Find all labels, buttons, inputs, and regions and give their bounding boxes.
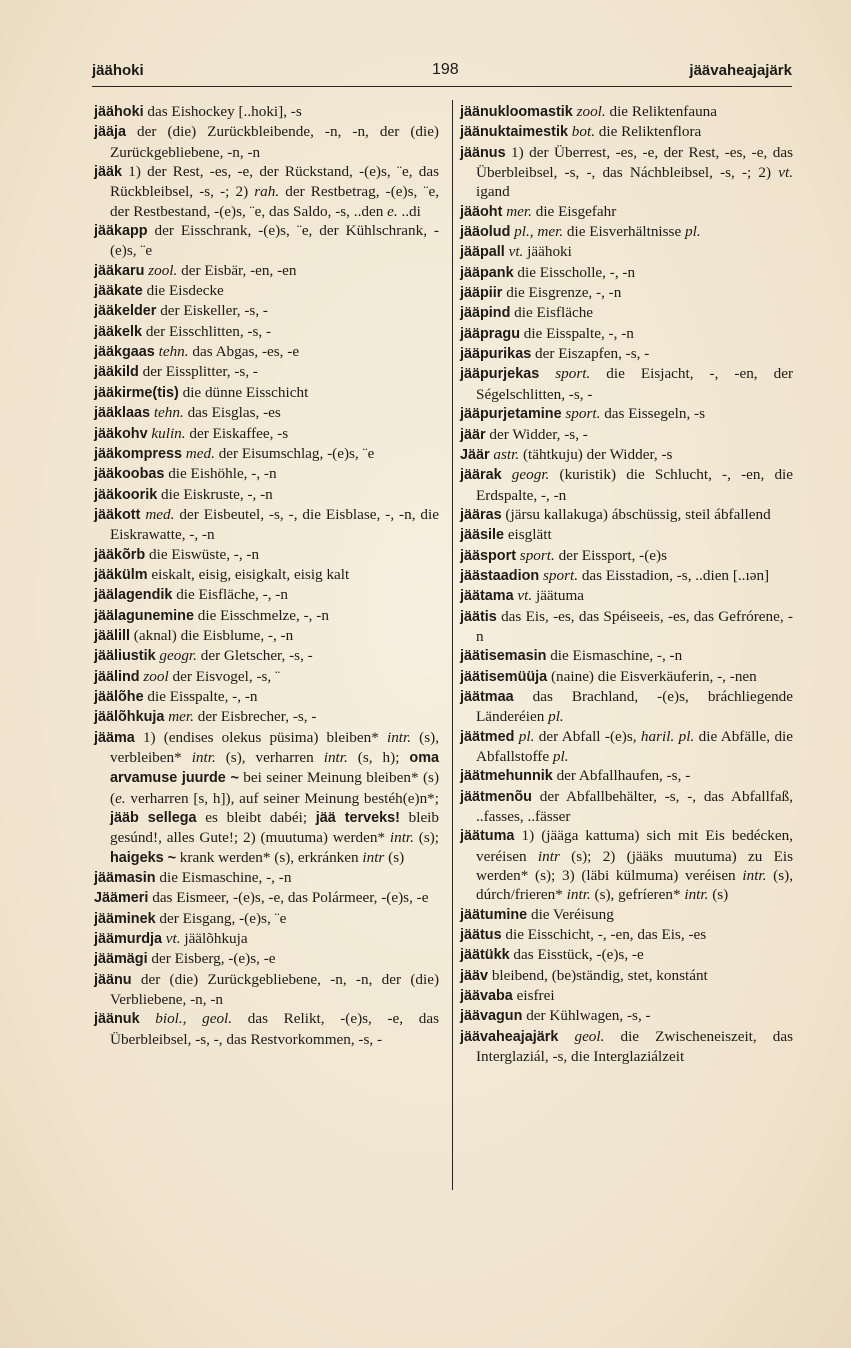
dictionary-entry xyxy=(94,949,439,969)
entry-text: der Eisbeutel, -s, -, die Eisblase, -, -n, die Eiskrawatte, -, -n xyxy=(110,505,439,544)
entry-text: die Eiswüste, -, -n xyxy=(145,545,260,563)
entry-text: der Widder, -s, - xyxy=(485,425,588,443)
entry-headword: jäätmenõu xyxy=(460,788,532,805)
dictionary-entry xyxy=(460,283,793,303)
entry-label: sport. xyxy=(519,546,555,564)
dictionary-entry xyxy=(94,545,439,565)
entry-headword: jäätus xyxy=(460,927,502,944)
entry-headword: jäätama xyxy=(460,588,514,605)
dictionary-entry xyxy=(94,485,439,505)
entry-text: 1) (endises olekus püsima) bleiben* xyxy=(134,728,387,746)
entry-text: der Eisschrank, -(e)s, ¨e, der Kühlschrank, -(e)s, ¨e xyxy=(110,222,439,260)
dictionary-entry xyxy=(460,687,793,727)
entry-text: die Veréisung xyxy=(527,905,614,923)
entry-headword: jäälind xyxy=(94,668,140,685)
entry-text: der Eiszapfen, -s, - xyxy=(531,345,650,363)
entry-text: der Eisschlitten, -s, - xyxy=(142,322,272,340)
entry-headword: jäävaba xyxy=(460,988,513,1005)
entry-label: e. xyxy=(115,789,126,807)
entry-text: die Eisfläche xyxy=(510,304,594,322)
dictionary-entry xyxy=(460,122,793,142)
entry-text: das Relikt, -(e)s, -e, das Überbleibsel, -s, -, das Restvorkommen, -s, - xyxy=(110,1010,439,1048)
right-column xyxy=(460,102,793,1067)
entry-label: zool. xyxy=(148,261,178,279)
entry-text: (s) xyxy=(708,886,729,904)
entry-headword: jääja xyxy=(94,124,127,141)
entry-headword: jäärak xyxy=(460,467,502,484)
entry-headword: jääpall xyxy=(460,244,505,261)
entry-headword: jäästaadion xyxy=(460,567,540,584)
column-divider xyxy=(452,100,453,1190)
entry-label: e. xyxy=(387,202,398,220)
entry-headword: jääpurjekas xyxy=(460,366,540,383)
entry-text: die Eisgefahr xyxy=(531,202,617,220)
entry-text: die Eismaschine, -, -n xyxy=(155,869,292,887)
dictionary-entry xyxy=(94,868,439,888)
entry-text: die Zwischeneiszeit, das Interglaziál, -s, die Interglaziálzeit xyxy=(476,1027,793,1066)
entry-headword: jääpank xyxy=(460,264,514,281)
entry-text xyxy=(539,365,555,382)
entry-headword: jääliustik xyxy=(94,648,156,665)
entry-text: das Abgas, -es, -e xyxy=(188,343,300,361)
dictionary-entry xyxy=(460,667,793,687)
entry-text: eiskalt, eisig, eisigkalt, eisig kalt xyxy=(147,565,350,583)
entry-text: die Eisschicht, -, -en, das Eis, -es xyxy=(501,926,707,944)
entry-text: (s) xyxy=(384,848,405,866)
dictionary-entry xyxy=(460,303,793,323)
entry-text: es bleibt dabéi; xyxy=(196,809,316,827)
entry-headword: jäär xyxy=(460,426,486,443)
dictionary-entry xyxy=(460,202,793,222)
entry-label: zool. xyxy=(576,103,606,120)
entry-text: bleibend, (be)ständig, stet, konstánt xyxy=(488,966,708,984)
entry-text: die Eisgrenze, -, -n xyxy=(502,284,622,302)
dictionary-entry xyxy=(460,945,793,965)
entry-headword: jääv xyxy=(460,967,489,984)
dictionary-entry xyxy=(94,383,439,403)
left-column xyxy=(94,102,439,1049)
entry-headword: jääkapp xyxy=(94,223,148,240)
entry-label: biol., geol. xyxy=(155,1010,233,1028)
dictionary-entry xyxy=(460,324,793,344)
entry-text: bei seiner Meinung bleiben* (s) ( xyxy=(110,769,440,807)
entry-label: vt. xyxy=(778,164,793,182)
entry-text: (s, h); xyxy=(347,749,410,766)
dictionary-entry xyxy=(94,646,439,666)
dictionary-entry xyxy=(94,122,439,162)
dictionary-entry xyxy=(94,606,439,626)
entry-label: pl. xyxy=(518,727,535,745)
dictionary-entry xyxy=(460,566,793,586)
dictionary-entry xyxy=(94,1009,439,1049)
entry-headword: jääklaas xyxy=(94,405,151,422)
entry-text: die Eisverhältnisse xyxy=(563,223,686,241)
dictionary-entry xyxy=(460,425,793,445)
entry-headword: jääkohv xyxy=(94,425,148,442)
entry-headword: jäätis xyxy=(460,608,497,625)
entry-label: intr. xyxy=(386,728,412,746)
dictionary-entry xyxy=(94,909,439,929)
entry-text: der (die) Zurückgebliebene, -n, -n, der (die) Verbliebene, -n, -n xyxy=(110,970,439,1009)
entry-text: der Kühlwagen, -s, - xyxy=(522,1007,651,1025)
entry-label: intr. xyxy=(684,886,709,904)
left-running-headword: jäähoki xyxy=(92,62,144,79)
entry-headword: jääpind xyxy=(460,305,511,322)
entry-headword: jäänuk xyxy=(94,1011,140,1028)
entry-headword: jääkate xyxy=(94,283,143,300)
entry-text: der Eisumschlag, -(e)s, ¨e xyxy=(214,444,375,462)
entry-headword: jääkoorik xyxy=(94,486,158,503)
entry-headword: Jäämeri xyxy=(94,890,149,907)
entry-text: die Abfälle, die Abfallstoffe xyxy=(476,727,794,765)
dictionary-entry xyxy=(94,728,439,868)
dictionary-entry xyxy=(94,667,439,687)
entry-headword: jäätuma xyxy=(460,828,515,845)
entry-phrase: haigeks ~ xyxy=(110,849,176,866)
dictionary-entry xyxy=(460,102,793,122)
entry-text: der Eisberg, -(e)s, -e xyxy=(147,950,276,968)
entry-text: der Eisvogel, -s, ¨ xyxy=(168,667,281,685)
entry-text: die Reliktenfauna xyxy=(605,103,718,120)
entry-headword: jääma xyxy=(94,729,135,746)
entry-label: geogr. xyxy=(159,647,197,665)
dictionary-entry xyxy=(460,826,793,904)
entry-text: die Eisspalte, -, -n xyxy=(519,324,634,342)
entry-text: der Eisgang, -(e)s, ¨e xyxy=(155,909,287,927)
entry-label: bot. xyxy=(571,123,595,141)
dictionary-entry xyxy=(460,242,793,262)
entry-text: (s); xyxy=(413,829,440,847)
entry-label: tehn. xyxy=(153,404,184,422)
entry-label: pl. xyxy=(548,708,564,726)
entry-text: eisfrei xyxy=(512,987,555,1005)
entry-label: astr. xyxy=(493,445,520,463)
entry-text xyxy=(502,466,512,483)
entry-label: intr. xyxy=(191,749,216,766)
entry-headword: jäälill xyxy=(94,627,130,644)
header-rule xyxy=(92,86,792,87)
entry-text: (kuristik) die Schlucht, -, -en, die Erdspalte, -, -n xyxy=(476,466,793,504)
entry-text: (s), verharren xyxy=(215,749,324,766)
dictionary-entry xyxy=(460,263,793,283)
entry-text: die Reliktenflora xyxy=(595,123,702,141)
entry-text: 1) (jääga kattuma) sich mit Eis bedécken, veréisen xyxy=(476,827,793,865)
entry-headword: jäävagun xyxy=(460,1008,523,1025)
dictionary-entry xyxy=(460,966,793,986)
entry-text: das Eis, -es, das Spéiseeis, -es, das Gefrórene, -n xyxy=(476,607,793,645)
entry-headword: jääolud xyxy=(460,224,511,241)
entry-headword: Jäär xyxy=(460,446,490,463)
page-header xyxy=(92,58,792,84)
entry-text: das Eissegeln, -s xyxy=(600,405,706,423)
entry-text: die dünne Eisschicht xyxy=(178,383,309,401)
dictionary-entry xyxy=(460,505,793,525)
dictionary-entry xyxy=(460,546,793,566)
entry-text xyxy=(558,1028,574,1045)
entry-headword: jääpragu xyxy=(460,325,520,342)
dictionary-entry xyxy=(460,143,793,202)
entry-headword: jäävaheajajärk xyxy=(460,1028,559,1045)
dictionary-entry xyxy=(94,102,439,122)
entry-text: das Eisstück, -(e)s, -e xyxy=(509,946,644,964)
entry-text: der Eisbär, -en, -en xyxy=(177,261,297,279)
entry-headword: jääpurjetamine xyxy=(460,406,562,423)
dictionary-entry xyxy=(460,607,793,647)
entry-label: kulin. xyxy=(151,424,186,442)
dictionary-entry xyxy=(94,403,439,423)
entry-text: der Restbetrag, -(e)s, ¨e, der Restbestand, -(e)s, ¨e, das Saldo, -s, ..den xyxy=(110,183,439,220)
entry-label: tehn. xyxy=(158,343,189,361)
entry-headword: jääpiir xyxy=(460,285,503,302)
entry-headword: jäämurdja xyxy=(94,931,162,948)
entry-label: intr xyxy=(537,847,560,865)
entry-label: sport. xyxy=(565,405,601,423)
entry-headword: jääkoobas xyxy=(94,466,165,483)
entry-text: (tähtkuju) der Widder, -s xyxy=(519,445,673,463)
entry-label: zool xyxy=(143,667,169,685)
dictionary-entry xyxy=(94,565,439,585)
dictionary-entry xyxy=(94,626,439,646)
dictionary-entry xyxy=(460,222,793,242)
dictionary-entry xyxy=(460,465,793,505)
dictionary-entry xyxy=(460,787,793,827)
entry-label: sport. xyxy=(555,365,591,383)
entry-headword: jääsile xyxy=(460,527,505,544)
entry-text: verharren [s, h]), auf seiner Meinung bestéh(e)n*; xyxy=(125,789,439,807)
entry-label: mer. xyxy=(506,202,532,220)
entry-headword: jääoht xyxy=(460,203,503,220)
entry-headword: jääkgaas xyxy=(94,344,155,361)
right-running-headword: jäävaheajajärk xyxy=(689,62,792,79)
dictionary-entry xyxy=(460,1006,793,1026)
entry-text: das Eisstadion, -s, ..dien [..ıən] xyxy=(578,566,770,584)
entry-text: der Eissplitter, -s, - xyxy=(138,363,258,381)
dictionary-entry xyxy=(460,404,793,424)
dictionary-entry xyxy=(460,445,793,465)
entry-headword: jääkild xyxy=(94,364,139,381)
entry-headword: jääpurikas xyxy=(460,346,532,363)
dictionary-entry xyxy=(460,925,793,945)
dictionary-entry xyxy=(94,585,439,605)
entry-label: geogr. xyxy=(511,466,550,484)
entry-text xyxy=(140,1010,156,1027)
entry-headword: jäälõhe xyxy=(94,688,144,705)
dictionary-entry xyxy=(94,888,439,908)
entry-text: (s), dúrch/frieren* xyxy=(476,867,793,904)
entry-headword: jäätmehunnik xyxy=(460,768,553,785)
entry-label: pl., mer. xyxy=(514,223,564,241)
entry-label: intr. xyxy=(566,886,591,904)
entry-text: der Abfall -(e)s, xyxy=(534,727,641,745)
entry-text: die Eishöhle, -, -n xyxy=(164,465,277,483)
entry-text: (aknal) die Eisblume, -, -n xyxy=(130,626,294,644)
dictionary-entry xyxy=(460,344,793,364)
entry-label: rah. xyxy=(254,183,280,201)
entry-phrase: jääb sellega xyxy=(110,810,197,827)
entry-headword: jääras xyxy=(460,506,502,523)
entry-text: jäätuma xyxy=(532,587,585,605)
page-number: 198 xyxy=(432,61,459,78)
entry-text: der Abfallhaufen, -s, - xyxy=(552,767,691,785)
entry-headword: jäätisemasin xyxy=(460,648,547,665)
entry-label: mer. xyxy=(168,708,194,726)
entry-text: (s); 2) (jääks muutuma) zu Eis werden* (s); 3) (läbi külmuma) veréisen xyxy=(476,847,793,885)
dictionary-entry xyxy=(94,424,439,444)
dictionary-entry xyxy=(94,162,439,221)
entry-text: der Eiskeller, -s, - xyxy=(156,302,268,320)
entry-text: der (die) Zurückbleibende, -n, -n, der (die) Zurückgebliebene, -n, -n xyxy=(110,123,439,161)
dictionary-entry xyxy=(460,905,793,925)
entry-text: die Eiskruste, -, -n xyxy=(157,485,273,503)
entry-text: der Eiskaffee, -s xyxy=(185,424,289,442)
dictionary-entry xyxy=(94,301,439,321)
entry-headword: jäätumine xyxy=(460,906,528,923)
entry-headword: jääkelder xyxy=(94,303,157,320)
entry-headword: jäätmaa xyxy=(460,688,514,705)
entry-label: intr. xyxy=(323,749,348,766)
entry-label: intr. xyxy=(742,867,767,885)
entry-text: (järsu kallakuga) ábschüssig, steil ábfallend xyxy=(501,505,771,523)
entry-label: pl. xyxy=(685,223,701,241)
entry-label: haril. pl. xyxy=(640,727,695,745)
entry-headword: jääsport xyxy=(460,547,516,564)
entry-text: (s), gefríeren* xyxy=(590,886,685,904)
dictionary-entry xyxy=(94,505,439,545)
entry-headword: jääkülm xyxy=(94,566,148,583)
dictionary-entry xyxy=(94,687,439,707)
entry-label: med. xyxy=(145,505,175,523)
dictionary-entry xyxy=(460,525,793,545)
dictionary-entry xyxy=(460,727,793,767)
dictionary-entry xyxy=(94,322,439,342)
entry-headword: jääkirme(tis) xyxy=(94,384,179,401)
entry-headword: jäätisemüüja xyxy=(460,668,548,685)
entry-text: die Eisfläche, -, -n xyxy=(172,586,288,604)
dictionary-entry xyxy=(460,646,793,666)
dictionary-entry xyxy=(94,929,439,949)
entry-headword: jäänus xyxy=(460,144,506,161)
entry-label: vt. xyxy=(517,587,533,605)
dictionary-entry xyxy=(460,1027,793,1067)
entry-headword: jääminek xyxy=(94,910,156,927)
entry-text: die Eisspalte, -, -n xyxy=(143,687,258,705)
entry-text: der Eisbrecher, -s, - xyxy=(193,708,317,726)
entry-text: das Eishockey [..hoki], -s xyxy=(143,103,302,120)
dictionary-entry xyxy=(94,707,439,727)
entry-text: igand xyxy=(476,183,510,201)
entry-headword: jääkompress xyxy=(94,445,182,462)
entry-text: das Eisglas, -es xyxy=(183,404,281,422)
entry-text: 1) der Rest, -es, -e, der Rückstand, -(e)s, ¨e, das Rückbleibsel, -s, -; 2) xyxy=(110,163,439,201)
entry-text: das Eismeer, -(e)s, -e, das Polármeer, -(e)s, -e xyxy=(148,889,429,907)
dictionary-entry xyxy=(460,364,793,404)
entry-headword: jääk xyxy=(94,164,123,181)
entry-headword: jääkõrb xyxy=(94,546,146,563)
entry-phrase: oma arvamuse juurde ~ xyxy=(110,750,439,787)
entry-headword: jäämasin xyxy=(94,870,156,887)
dictionary-entry xyxy=(94,444,439,464)
entry-label: sport. xyxy=(542,566,579,584)
entry-text: die Eisscholle, -, -n xyxy=(513,263,636,281)
entry-headword: jäänu xyxy=(94,971,132,988)
entry-headword: jäähoki xyxy=(94,104,144,120)
entry-headword: jääkott xyxy=(94,506,141,523)
dictionary-entry xyxy=(94,362,439,382)
entry-text: bleib gesúnd!, alles Gute!; 2) (muutuma) werden* xyxy=(110,809,439,847)
entry-text: jäälõhkuja xyxy=(180,930,248,948)
entry-text: der Gletscher, -s, - xyxy=(196,647,313,665)
dictionary-entry xyxy=(460,586,793,606)
dictionary-entry xyxy=(94,261,439,281)
entry-text: jäähoki xyxy=(523,243,572,261)
dictionary-entry xyxy=(94,464,439,484)
entry-headword: jäätmed xyxy=(460,728,515,745)
entry-text: ..di xyxy=(397,202,421,220)
entry-headword: jäälagunemine xyxy=(94,607,194,624)
entry-label: geol. xyxy=(574,1027,605,1045)
entry-text: die Eisjacht, -, -en, der Ségelschlitten, -s, - xyxy=(476,365,793,403)
entry-headword: jäänuktaimestik xyxy=(460,124,568,141)
entry-text: das Brachland, -(e)s, bráchliegende Länderéien xyxy=(476,687,793,726)
entry-text: die Eismaschine, -, -n xyxy=(546,647,683,665)
entry-text: 1) der Überrest, -es, -e, der Rest, -es, -e, das Überbleibsel, -s, -, das Náchbleibsel, -s, -; 2) xyxy=(476,143,793,182)
entry-headword: jäämägi xyxy=(94,951,148,968)
entry-headword: jääkaru xyxy=(94,262,145,279)
entry-text: die Eisdecke xyxy=(142,282,224,300)
entry-label: vt. xyxy=(508,243,524,261)
entry-text: der Eissport, -(e)s xyxy=(554,546,667,564)
entry-headword: jääkelk xyxy=(94,323,143,340)
dictionary-entry xyxy=(94,281,439,301)
entry-headword: jäätükk xyxy=(460,947,510,964)
entry-headword: jäälõhkuja xyxy=(94,709,165,726)
entry-text: krank werden* (s), erkránken xyxy=(176,848,363,866)
dictionary-entry xyxy=(460,986,793,1006)
dictionary-entry xyxy=(94,970,439,1010)
entry-text: der Abfallbehälter, -s, -, das Abfallfaß, ..fasses, ..fässer xyxy=(476,787,793,826)
entry-label: intr. xyxy=(389,829,414,847)
entry-text: (s), verbleiben* xyxy=(110,728,439,766)
dictionary-entry xyxy=(460,766,793,786)
entry-phrase: jää terveks! xyxy=(315,810,400,827)
entry-text: (naine) die Eisverkäuferin, -, -nen xyxy=(547,667,757,685)
dictionary-entry xyxy=(94,342,439,362)
entry-text: eisglätt xyxy=(504,526,552,544)
entry-headword: jäälagendik xyxy=(94,587,173,604)
dictionary-entry xyxy=(94,221,439,261)
entry-headword: jäänukloomastik xyxy=(460,104,573,120)
entry-label: med. xyxy=(185,444,215,462)
entry-label: vt. xyxy=(165,930,181,948)
entry-label: pl. xyxy=(552,748,569,765)
entry-text: die Eisschmelze, -, -n xyxy=(193,606,329,624)
entry-label: intr xyxy=(362,848,385,866)
